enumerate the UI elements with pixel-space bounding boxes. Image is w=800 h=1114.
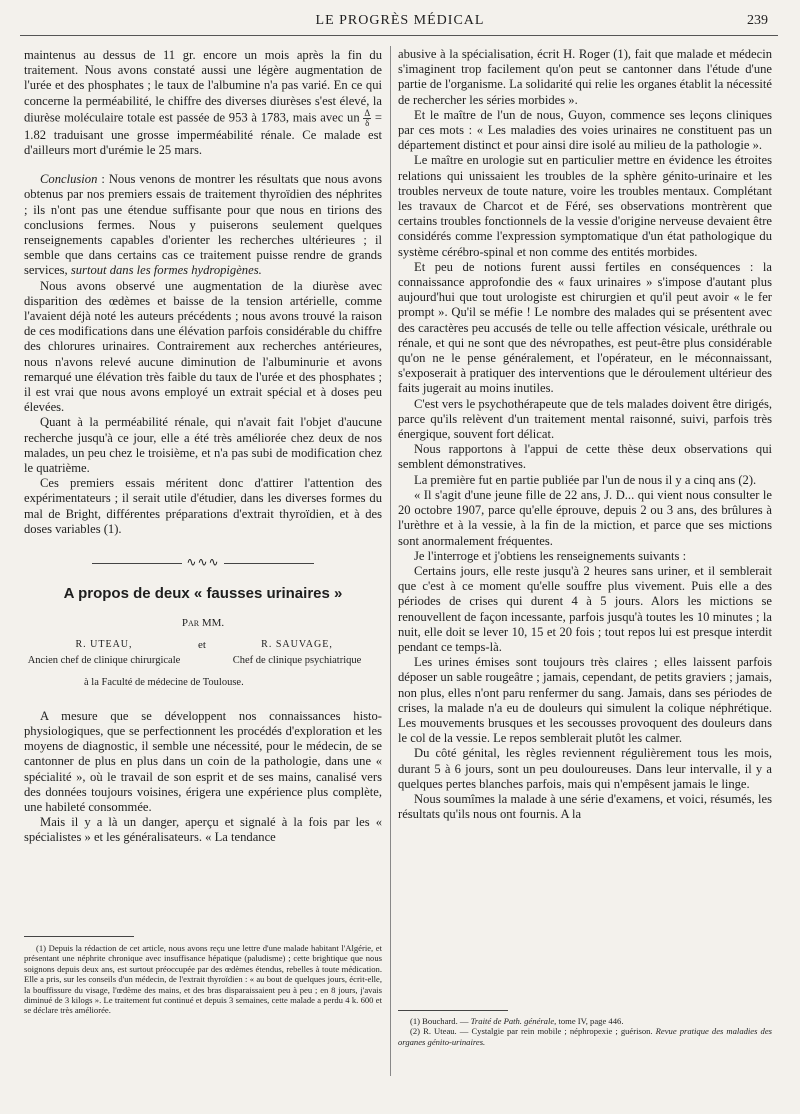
paragraph: abusive à la spécialisation, écrit H. Roger (1), fait que malade et médecin s'imaginent trop facilement qu'on peut se cantonner dans l'étude d'une partie de l'organisme. La solidarité qui relie les organes établit la nécessité de rechercher les séries morbides ». xyxy=(398,47,772,107)
footnotes-left xyxy=(24,936,382,1016)
paragraph: Je l'interroge et j'obtiens les renseignements suivants : xyxy=(414,548,687,563)
footnote-text: , tome IV, page 446. xyxy=(554,1016,624,1026)
paragraph-text: maintenus au dessus de 11 gr. encore un mois après la fin du traitement. Nous avons constaté aussi une légère augmentation de l'urée et des phosphates ; le taux de l'albumine n'a pas varié. En ce qui concerne la perméabilité, le chiffre des diverses diurèses s'est élevé, la diurèse moléculaire totale est passée de 953 à 1783, mais avec un xyxy=(24,48,382,125)
footnote: (1) Depuis la rédaction de cet article, nous avons reçu une lettre d'une malade habitant l'Algérie, et présentant une néphrite chronique avec insuffisance hépatique (paludisme) ; cette brightique que nous soignons depuis deux ans, est surtout préoccupée par des œdèmes étendus, rebelles à toute médication. Elle a pris, sur les conseils d'un médecin, de l'extrait thyroïdien : « au bout de quelques jours, écrit-elle, la bouffissure du visage, l'œdème des mains, et des bras disparaissaient peu à peu ; en 8 jours, j'avais diminué de 3 kilogs ». Le traitement fut continué et depuis 3 semaines, cette malade a perdu 4 k. 600 et se déclare très améliorée. xyxy=(24,943,382,1016)
footnote xyxy=(398,1026,772,1047)
author-conjunction: et xyxy=(198,638,206,651)
conclusion-paragraph xyxy=(24,172,382,278)
paragraph: La première fut en partie publiée par l'un de nous il y a cinq ans (2). xyxy=(414,472,757,487)
author-affiliation: à la Faculté de médecine de Toulouse. xyxy=(84,676,244,688)
footnote xyxy=(398,1016,772,1026)
paragraph: Certains jours, elle reste jusqu'à 2 heures sans uriner, et il semblerait que c'est à ce moment qu'elle souffre plus vivement. Puis elle a des périodes de crises qui durent 4 à 5 jours. Alors les mictions se renouvellent de façon incessante, parfois jusqu'à toutes les 10 minutes ; la nuit, elle doit se lever 10, 15 et 20 fois ; tout repos lui est presque interdit pendant ce temps-là. xyxy=(398,563,772,654)
authors-block xyxy=(24,639,382,709)
article-title: A propos de deux « fausses urinaires » xyxy=(63,585,343,603)
author-name: R. SAUVAGE, xyxy=(261,638,333,650)
paragraph: « Il s'agit d'une jeune fille de 22 ans, J. D... qui vient nous consulter le 20 octobre 1907, parce qu'elle éprouve, depuis 2 ou 3 ans, des brûlures à l'urèthre et à la vessie, à la fin de la miction, et parce que ses mictions sont anormalement fréquentes. xyxy=(398,487,772,548)
italic-text: surtout dans les formes hydropigènes. xyxy=(70,263,262,278)
paragraph: Mais il y a là un danger, aperçu et signalé à la fois par les « spécialistes » et les généralisateurs. « La tendance xyxy=(24,815,382,845)
page-header xyxy=(0,10,800,32)
paragraph xyxy=(24,48,382,158)
author-name: R. UTEAU, xyxy=(75,638,133,650)
delta-fraction xyxy=(363,109,371,128)
section-ornament: ∿∿∿ xyxy=(24,555,382,570)
footnote-author: (2) R. Uteau. — Cystalgie par rein mobile ; néphropexie ; guérison. xyxy=(410,1026,656,1037)
left-column xyxy=(24,48,382,846)
footnote-rule xyxy=(24,936,134,937)
author-sauvage xyxy=(212,639,382,667)
paragraph: Et peu de notions furent aussi fertiles en conséquences : la connaissance approfondie des « faux urinaires » s'impose d'autant plus aujourd'hui que tout urologiste est chirurgien et qu'il peut avoir « le fer prompt ». Qu'il se méfie ! Le nombre des malades qui se présentent avec des caractères peu accusés de telle ou telle affection vésicale, uréthrale ou rénale, et qui ne sont que des névropathes, est peut-être plus considérable qu'on ne le pense généralement, et l'opérateur, en le méconnaissant, s'exposerait à pratiquer des interventions que le déroulement ultérieur des faits jugerait au moins inutiles. xyxy=(398,259,772,396)
header-rule xyxy=(20,35,778,36)
running-head: LE PROGRÈS MÉDICAL xyxy=(315,13,485,28)
paragraph: Nous rapportons à l'appui de cette thèse deux observations qui semblent démonstratives. xyxy=(398,442,772,472)
author-uteau xyxy=(24,639,184,667)
paragraph: Le maître en urologie sut en particulier mettre en évidence les étroites relations qui unissaient les troubles de la sphère génito-urinaire et les troubles nerveux de toute nature, voire les troubles mentaux. Complétant les travaux de Charcot et de Féré, ses observations montrèrent que certains troubles fonctionnels de la vessie d'origine nerveuse devaient être considérés comme l'expression symptomatique d'un état pathologique du système cérébro-spinal et non comme des entités morbides. xyxy=(398,153,772,259)
right-column xyxy=(398,47,772,822)
byline-intro: Par MM. xyxy=(181,616,225,629)
paragraph: Ces premiers essais méritent donc d'attirer l'attention des expérimentateurs ; il serait utile d'étudier, dans les diverses formes du mal de Bright, différentes préparations d'extrait thyroïdien, et à des doses variables (1). xyxy=(24,476,382,536)
column-divider xyxy=(390,46,391,1076)
paragraph: Nous avons observé une augmentation de la diurèse avec disparition des œdèmes et baisse de la tension artérielle, comme l'avaient déjà noté les auteurs précédents ; nous avons trouvé la raison de ces modifications dans une élévation parfois considérable du chiffre des chlorures urinaires. Contrairement aux recherches antérieures, nous n'avons relevé aucune diminution de l'albuminurie et avons remarqué une élévation très faible du taux de l'urée et des phosphates ; il est vrai que nous avons employé un extrait spécial et à doses peu élevées. xyxy=(24,278,382,415)
footnotes-right xyxy=(398,1010,772,1047)
author-title: Chef de clinique psychiatrique xyxy=(232,654,362,666)
paragraph: Nous soumîmes la malade à une série d'examens, et voici, résumés, les résultats qu'ils nous ont fournis. A la xyxy=(398,791,772,822)
footnote-title: Revue pratique des maladies des organes génito-urinaires. xyxy=(398,1026,772,1047)
author-title: Ancien chef de clinique chirurgicale xyxy=(27,654,181,666)
fraction-numerator: Δ xyxy=(364,107,371,118)
paragraph: Du côté génital, les règles reviennent régulièrement tous les mois, durant 5 à 6 jours, sont un peu douloureuses. Dans leur intervalle, il y a quelques pertes blanches parfois, mais qui n'empêsent jamais le linge. xyxy=(398,746,772,791)
footnote-author: (1) Bouchard. — xyxy=(410,1016,471,1026)
conclusion-label: Conclusion xyxy=(40,172,98,187)
footnote-title: Traité de Path. générale xyxy=(470,1016,555,1026)
fraction-denominator: δ xyxy=(365,117,370,128)
paragraph: C'est vers le psychothérapeute que de tels malades doivent être dirigés, parce qu'ils relèvent d'un traitement mental raisonné, suivi, parfois très énergique, souvent fort délicat. xyxy=(398,396,772,442)
paragraph: A mesure que se développent nos connaissances histo-physiologiques, que se perfectionnent les procédés d'exploration et les moyens de diagnostic, il semble une nécessité, pour le médecin, de se cantonner de plus en plus dans un coin de la pathologie, dans une « spécialité », où le travail de son esprit et de ses mains, canalisé vers des données toujours voisines, érigera une expérience plus complète, une habileté consommée. xyxy=(24,708,382,814)
paragraph-text: : Nous venons de montrer les résultats que nous avons obtenus par nos premiers essais de traitement thyroïdien des néphrites ; ils n'ont pas une étendue suffisante pour que nous en tirions des conclusions fermes. Nous y puiserons seulement quelques renseignements capables d'orienter les recherches ultérieures ; il semble que dans certains cas ce traitement puisse rendre de grands services, xyxy=(24,172,382,278)
paragraph: Les urines émises sont toujours très claires ; elles laissent parfois déposer un sable rougeâtre ; jamais, cependant, de petits graviers ; jamais, non plus, elles n'ont paru renfermer du sang. Jamais, dans ses périodes de crises, la malade n'a eu de douleurs qui simulent la colique néphrétique. Les mouvements brusques et les secousses provoquent des douleurs dans le col de la vessie. Le repos semblerait plutôt les calmer. xyxy=(398,655,772,746)
paragraph: Et le maître de l'un de nous, Guyon, commence ses leçons cliniques par ces mots : « Les maladies des voies urinaires ne constituent pas un département distinct et pour ainsi dire isolé au milieu de la pathologie ». xyxy=(398,107,772,153)
footnote-rule xyxy=(398,1010,508,1011)
page-number: 239 xyxy=(747,13,768,28)
paragraph-text: = 1.82 traduisant une grosse imperméabilité rénale. Ce malade est d'ailleurs mort d'urémie le 25 mars. xyxy=(24,110,382,158)
paragraph: Quant à la perméabilité rénale, qui n'avait fait l'objet d'aucune recherche jusqu'à ce jour, elle a été très améliorée chez deux de nos malades, un peu chez le troisième, et n'a pas subi de modification chez le quatrième. xyxy=(24,415,382,476)
